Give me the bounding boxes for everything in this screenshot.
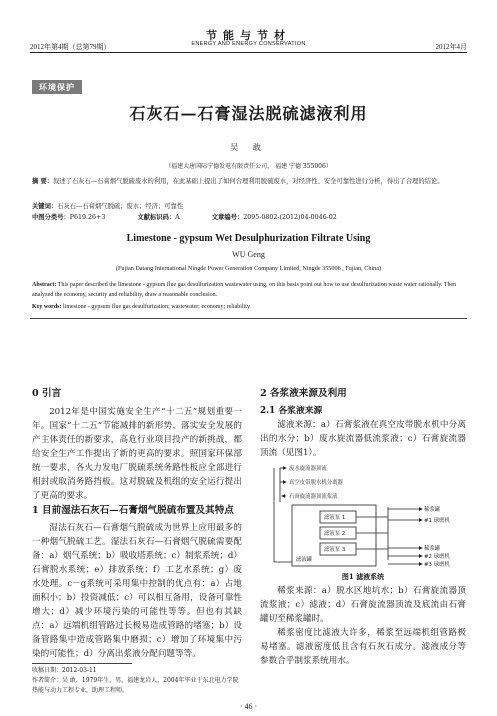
left-column	[32, 387, 242, 661]
footnote	[32, 666, 242, 696]
right-column-bottom	[260, 584, 466, 668]
label-pump-2: 滤液泵 2	[324, 531, 346, 537]
heading-1: 1 目前湿法石灰石—石膏烟气脱硫布置及其特点	[32, 505, 234, 516]
clc-value: P619.26+3	[69, 214, 106, 221]
label-thin-tank: 稀浆罐	[424, 507, 441, 513]
author-cn: 吴 敢	[230, 143, 267, 152]
received-date: 收稿日期：2012-03-11	[32, 667, 97, 674]
label-mill-2: #2 球磨机	[424, 554, 450, 560]
affiliation-cn: （福建大唐国际宁德发电有限责任公司， 福建 宁德 355006）	[165, 163, 332, 170]
abstract-en-text: This paper described the limestone - gypsum flue gas desulfurization wastewater using, on this basis point out how to use desulfurization waste water rationally. Then analyzed the economy, security and reliability, draw a reasonable conclusion.	[32, 282, 457, 298]
article-no-value: 2095-0802-(2012)04-0046-02	[243, 214, 337, 221]
label-mill-3: #3 球磨机	[424, 562, 450, 568]
label-gypsum-cyclone: 石膏旋流器顶流浆液	[289, 494, 338, 500]
filtrate-system-figure	[262, 462, 466, 570]
abstract-cn-label: 摘 要：	[32, 178, 54, 185]
abstract-en	[32, 280, 468, 300]
footnote-rule	[32, 663, 132, 664]
label-thin-tank-2: 稀浆罐	[424, 546, 441, 552]
keywords-cn-label: 关键词：	[32, 203, 58, 210]
keywords-en-label: Key words:	[32, 304, 62, 310]
paragraph-filtrate-source: 滤液来源：a）石膏浆液在真空皮带脱水机中分离出的水分；b）废水旋流器低流浆液；c）石膏旋流器顶流（见图1）。	[260, 420, 466, 458]
paragraph-density: 稀浆密度比滤液大许多，稀浆至远端机组管路极易堵塞。滤液密度低且含有石灰石成分。滤液成分等参数合乎制浆系统用水。	[260, 628, 466, 666]
paragraph-fgd: 湿法石灰石—石膏烟气脱硫成为世界上应用最多的一种烟气脱硫工艺。湿法石灰石—石膏烟气脱硫需要配备：a）烟气系统；b）吸收塔系统；c）制浆系统；d）石膏脱水系统；e）排放系统；f）工艺水系统；g）废水处理。c－g系统可采用集中控制的优点有：a）占地面积小；b）投资减低；c）可以相互备用，设备可靠性增大；d）减少环境污染的可能性等等。但也有其缺点：a）远端机组管路过长极易造成管路的堵塞；b）设备管路集中造成管路集中磨损；c）增加了环境集中污染的可能性；d）分离出浆液分配问题等等。	[32, 523, 243, 659]
author-en: WU Geng	[232, 250, 265, 259]
running-header-right: 2012年4月	[435, 43, 467, 51]
heading-2: 2 各浆液来源及利用	[260, 388, 347, 399]
keywords-en	[32, 302, 468, 312]
abstract-cn-text: 叙述了石灰石—石膏烟气脱硫废水的利用，在此基础上提出了如何合理利用脱硫废水，对经济性、安全可靠性进行分析，得出了合理的结论。	[53, 178, 444, 185]
affiliation-en: (Fujian Datang International Ningde Power Generation Company Limited, Ningde 355006 , Fujian, China)	[115, 265, 382, 272]
doc-code-label: 文献标识码：	[137, 214, 176, 221]
figure-caption: 图1 滤液系统	[341, 572, 385, 581]
article-title-en: Limestone - gypsum Wet Desulphurization Filtrate Using	[126, 233, 371, 244]
keywords-cn-text: 石灰石—石膏烟气脱硫；废水；经济；可靠性	[57, 203, 184, 210]
label-mill-1: #1 球磨机	[424, 518, 450, 524]
page-number: · 46 ·	[239, 702, 258, 711]
article-title-cn: 石灰石—石膏湿法脱硫滤液利用	[129, 104, 368, 123]
abstract-en-label: Abstract:	[32, 282, 57, 288]
label-pump-3: 滤液泵 3	[324, 547, 346, 553]
label-pump-1: 滤液泵 1	[324, 515, 346, 521]
label-vacuum-belt: 真空皮带脱水机分离器	[289, 480, 343, 486]
article-no-label: 文章编号：	[211, 214, 244, 221]
abstract-rule	[30, 318, 467, 319]
keywords-en-text: limestone - gypsum flue gas desulfurization; wastewater; economy; reliability	[63, 304, 250, 310]
running-header-left: 2012年第4期（总第79期）	[30, 43, 111, 51]
abstract-cn	[32, 177, 468, 187]
classification-row	[32, 213, 468, 223]
journal-title-cn: 节能与节材	[206, 29, 291, 42]
label-filtrate-tank: 滤液罐	[296, 557, 313, 563]
clc-label: 中图分类号：	[32, 214, 70, 221]
paragraph-thin-slurry-source: 稀浆来源：a）脱水区地坑水；b）石膏旋流器顶流浆液；c）滤液；d）石膏旋流器顶流及底流由石膏罐切至稀浆罐时。	[260, 586, 466, 624]
heading-0: 0 引言	[32, 388, 62, 399]
section-tag: 环境保护	[32, 80, 82, 94]
heading-2-1: 2.1 各浆液来源	[260, 406, 323, 416]
right-column-top	[260, 387, 466, 460]
paragraph-intro: 2012年是中国实施安全生产“十二五”规划重要一年。国家“十二五”节能减排的新形势、落实安全发展的产主体责任的新要求，高危行业项目投产的新挑战，都给安全生产工作提出了新的更高的要求。照国家环保部统一要求，各火力发电厂脱硫系统务路性板应全部进行相封或取消务路挡板。这对脱硫及机组的安全运行提出了更高的要求。	[32, 407, 242, 501]
header-rule	[30, 52, 467, 53]
keywords-cn	[32, 202, 468, 212]
author-bio: 作者简介：吴 敢，1979年生，男，福建龙岩人，2004年毕业于东北电力学院热能与动力工程专业，助理工程师。	[32, 677, 239, 694]
journal-title-en: ENERGY AND ENERGY CONSERVATION	[191, 41, 306, 47]
label-waste-cyclone: 废水旋流器顶流	[289, 466, 327, 472]
doc-code-value: A	[175, 214, 180, 221]
